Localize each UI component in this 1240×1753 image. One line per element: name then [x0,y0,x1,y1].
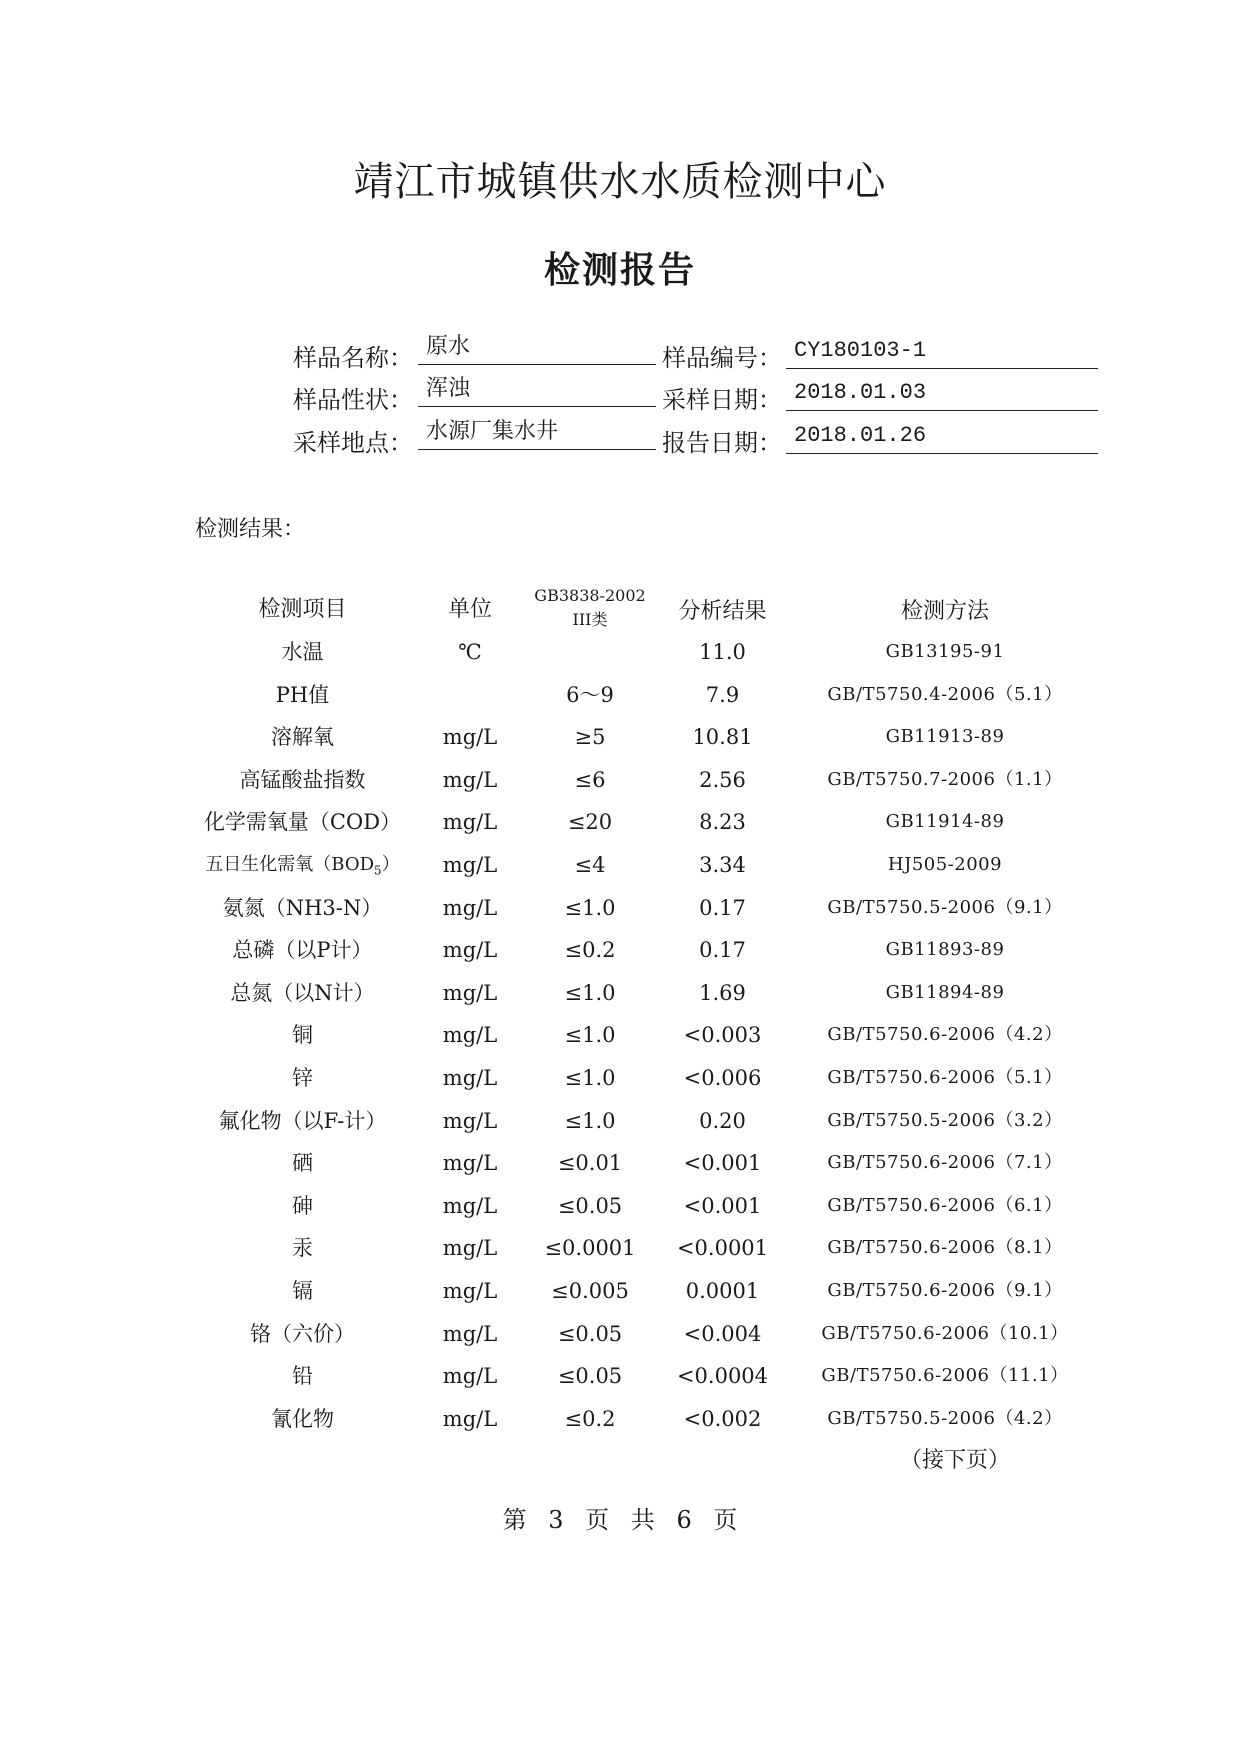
cell-item: 总氮（以N计） [230,981,375,1005]
sampling-date-value: 2018.01.03 [786,379,1098,411]
sample-nature-label: 样品性状： [293,386,413,414]
cell-item: 氨氮（NH3-N） [222,896,383,920]
cell-standard: ≤0.005 [551,1279,629,1303]
cell-item: 总磷（以P计） [232,938,373,962]
cell-unit: mg/L [442,1194,498,1218]
cell-result: <0.0004 [676,1364,769,1388]
cell-method: GB11913-89 [885,726,1005,747]
cell-method: GB/T5750.5-2006（9.1） [827,897,1063,918]
header-method: 检测方法 [900,599,989,624]
cell-standard: ≤1.0 [564,981,616,1005]
cell-method: GB13195-91 [885,641,1005,662]
cell-standard: ≤1.0 [564,1066,616,1090]
cell-unit: mg/L [442,853,498,877]
cell-result: 0.17 [699,896,746,920]
report-date-value: 2018.01.26 [786,422,1098,454]
cell-standard: ≤0.05 [557,1194,623,1218]
cell-item: 铅 [292,1364,313,1388]
cell-item: 溶解氧 [271,725,334,749]
cell-method: GB/T5750.6-2006（4.2） [827,1024,1063,1045]
cell-item: 硒 [292,1151,313,1175]
cell-method: GB11914-89 [885,811,1005,832]
cell-method: GB11893-89 [885,939,1005,960]
cell-method: GB11894-89 [885,982,1005,1003]
cell-result: <0.001 [683,1194,762,1218]
cell-result: 2.56 [699,768,746,792]
cell-method: GB/T5750.6-2006（6.1） [827,1195,1063,1216]
cell-standard: ≤1.0 [564,1109,616,1133]
cell-unit: mg/L [442,981,498,1005]
cell-standard: ≤1.0 [564,1023,616,1047]
header-unit: 单位 [447,597,492,622]
cell-method: GB/T5750.6-2006（8.1） [827,1237,1063,1258]
cell-item: 铬（六价） [250,1322,355,1346]
cell-method: GB/T5750.6-2006（5.1） [827,1067,1063,1088]
cell-unit: mg/L [442,938,498,962]
cell-standard: ≤1.0 [564,896,616,920]
cell-method: GB/T5750.5-2006（4.2） [827,1408,1063,1429]
cell-item: 铜 [292,1023,313,1047]
cell-unit: mg/L [442,725,498,749]
sample-nature-value: 浑浊 [418,375,656,407]
sample-number-value: CY180103-1 [786,337,1098,369]
cell-result: <0.004 [683,1322,762,1346]
report-title: 检测报告 [543,249,696,291]
cell-standard: ≤4 [574,853,606,877]
cell-item: PH值 [275,683,330,707]
sampling-date-label: 采样日期： [662,386,782,414]
cell-method: GB/T5750.6-2006（11.1） [821,1365,1069,1386]
cell-method: HJ505-2009 [887,854,1003,875]
header-standard-line1: GB3838-2002 [534,586,646,605]
cell-standard: ≤0.2 [564,1407,616,1431]
cell-standard: ≤0.05 [557,1322,623,1346]
header-standard-line2: III类 [572,610,608,629]
cell-item: 锌 [292,1066,313,1090]
cell-item: 氰化物 [271,1407,334,1431]
cell-standard: 6～9 [566,683,614,707]
cell-result: 11.0 [699,640,746,664]
cell-unit: mg/L [442,896,498,920]
cell-result: 0.17 [699,938,746,962]
cell-result: <0.006 [683,1066,762,1090]
cell-unit: mg/L [442,1279,498,1303]
cell-unit: mg/L [442,1151,498,1175]
cell-standard [520,637,660,667]
cell-standard: ≤6 [574,768,606,792]
cell-result: 1.69 [699,981,746,1005]
cell-result: <0.0001 [676,1236,769,1260]
cell-standard: ≤0.2 [564,938,616,962]
cell-result: 3.34 [699,853,746,877]
cell-standard: ≤20 [567,810,613,834]
cell-result: 0.0001 [685,1279,760,1303]
sample-name-label: 样品名称： [293,344,413,372]
cell-method: GB/T5750.6-2006（9.1） [827,1280,1063,1301]
sampling-location-value: 水源厂集水井 [418,418,656,450]
cell-unit: mg/L [442,810,498,834]
cell-method: GB/T5750.6-2006（7.1） [827,1152,1063,1173]
cell-unit: mg/L [442,1066,498,1090]
cell-standard: ≤0.0001 [544,1236,636,1260]
cell-method: GB/T5750.7-2006（1.1） [827,769,1063,790]
cell-unit: mg/L [442,1407,498,1431]
page-number: 第 3 页 共 6 页 [502,1506,738,1534]
header-result: 分析结果 [678,599,767,624]
cell-unit [415,680,525,710]
cell-item: 砷 [292,1194,313,1218]
report-date-label: 报告日期： [662,429,782,457]
cell-unit: mg/L [442,768,498,792]
cell-method: GB/T5750.5-2006（3.2） [827,1110,1063,1131]
cell-unit: mg/L [442,1023,498,1047]
cell-item: 氟化物（以F-计） [218,1109,387,1133]
cell-item: 汞 [292,1236,313,1260]
cell-result: 10.81 [692,725,753,749]
sample-number-label: 样品编号： [662,344,782,372]
header-standard [520,584,660,632]
cell-method: GB/T5750.6-2006（10.1） [821,1323,1069,1344]
cell-result: 7.9 [705,683,740,707]
cell-result: 0.20 [699,1109,746,1133]
cell-standard: ≥5 [574,725,606,749]
cell-item: 化学需氧量（COD） [203,810,402,834]
cell-unit: mg/L [442,1109,498,1133]
cell-standard: ≤0.05 [557,1364,623,1388]
cell-result: <0.002 [683,1407,762,1431]
cell-result: 8.23 [699,810,746,834]
results-label: 检测结果： [195,517,306,542]
cell-method: GB/T5750.4-2006（5.1） [827,684,1063,705]
continued-note: （接下页） [900,1448,1011,1473]
cell-unit: mg/L [442,1364,498,1388]
cell-result: <0.001 [683,1151,762,1175]
cell-item: 镉 [292,1279,313,1303]
header-item: 检测项目 [258,597,347,622]
cell-result: <0.003 [683,1023,762,1047]
organization-name: 靖江市城镇供水水质检测中心 [353,159,887,205]
cell-item: 五日生化需氧$(BOD_5)$ [205,854,400,878]
cell-standard: ≤0.01 [557,1151,623,1175]
cell-item: 高锰酸盐指数 [239,768,366,792]
cell-unit: ℃ [458,640,482,664]
sampling-location-label: 采样地点： [293,429,413,457]
cell-item: 水温 [281,640,324,664]
cell-unit: mg/L [442,1322,498,1346]
cell-unit: mg/L [442,1236,498,1260]
sample-name-value: 原水 [418,333,656,365]
